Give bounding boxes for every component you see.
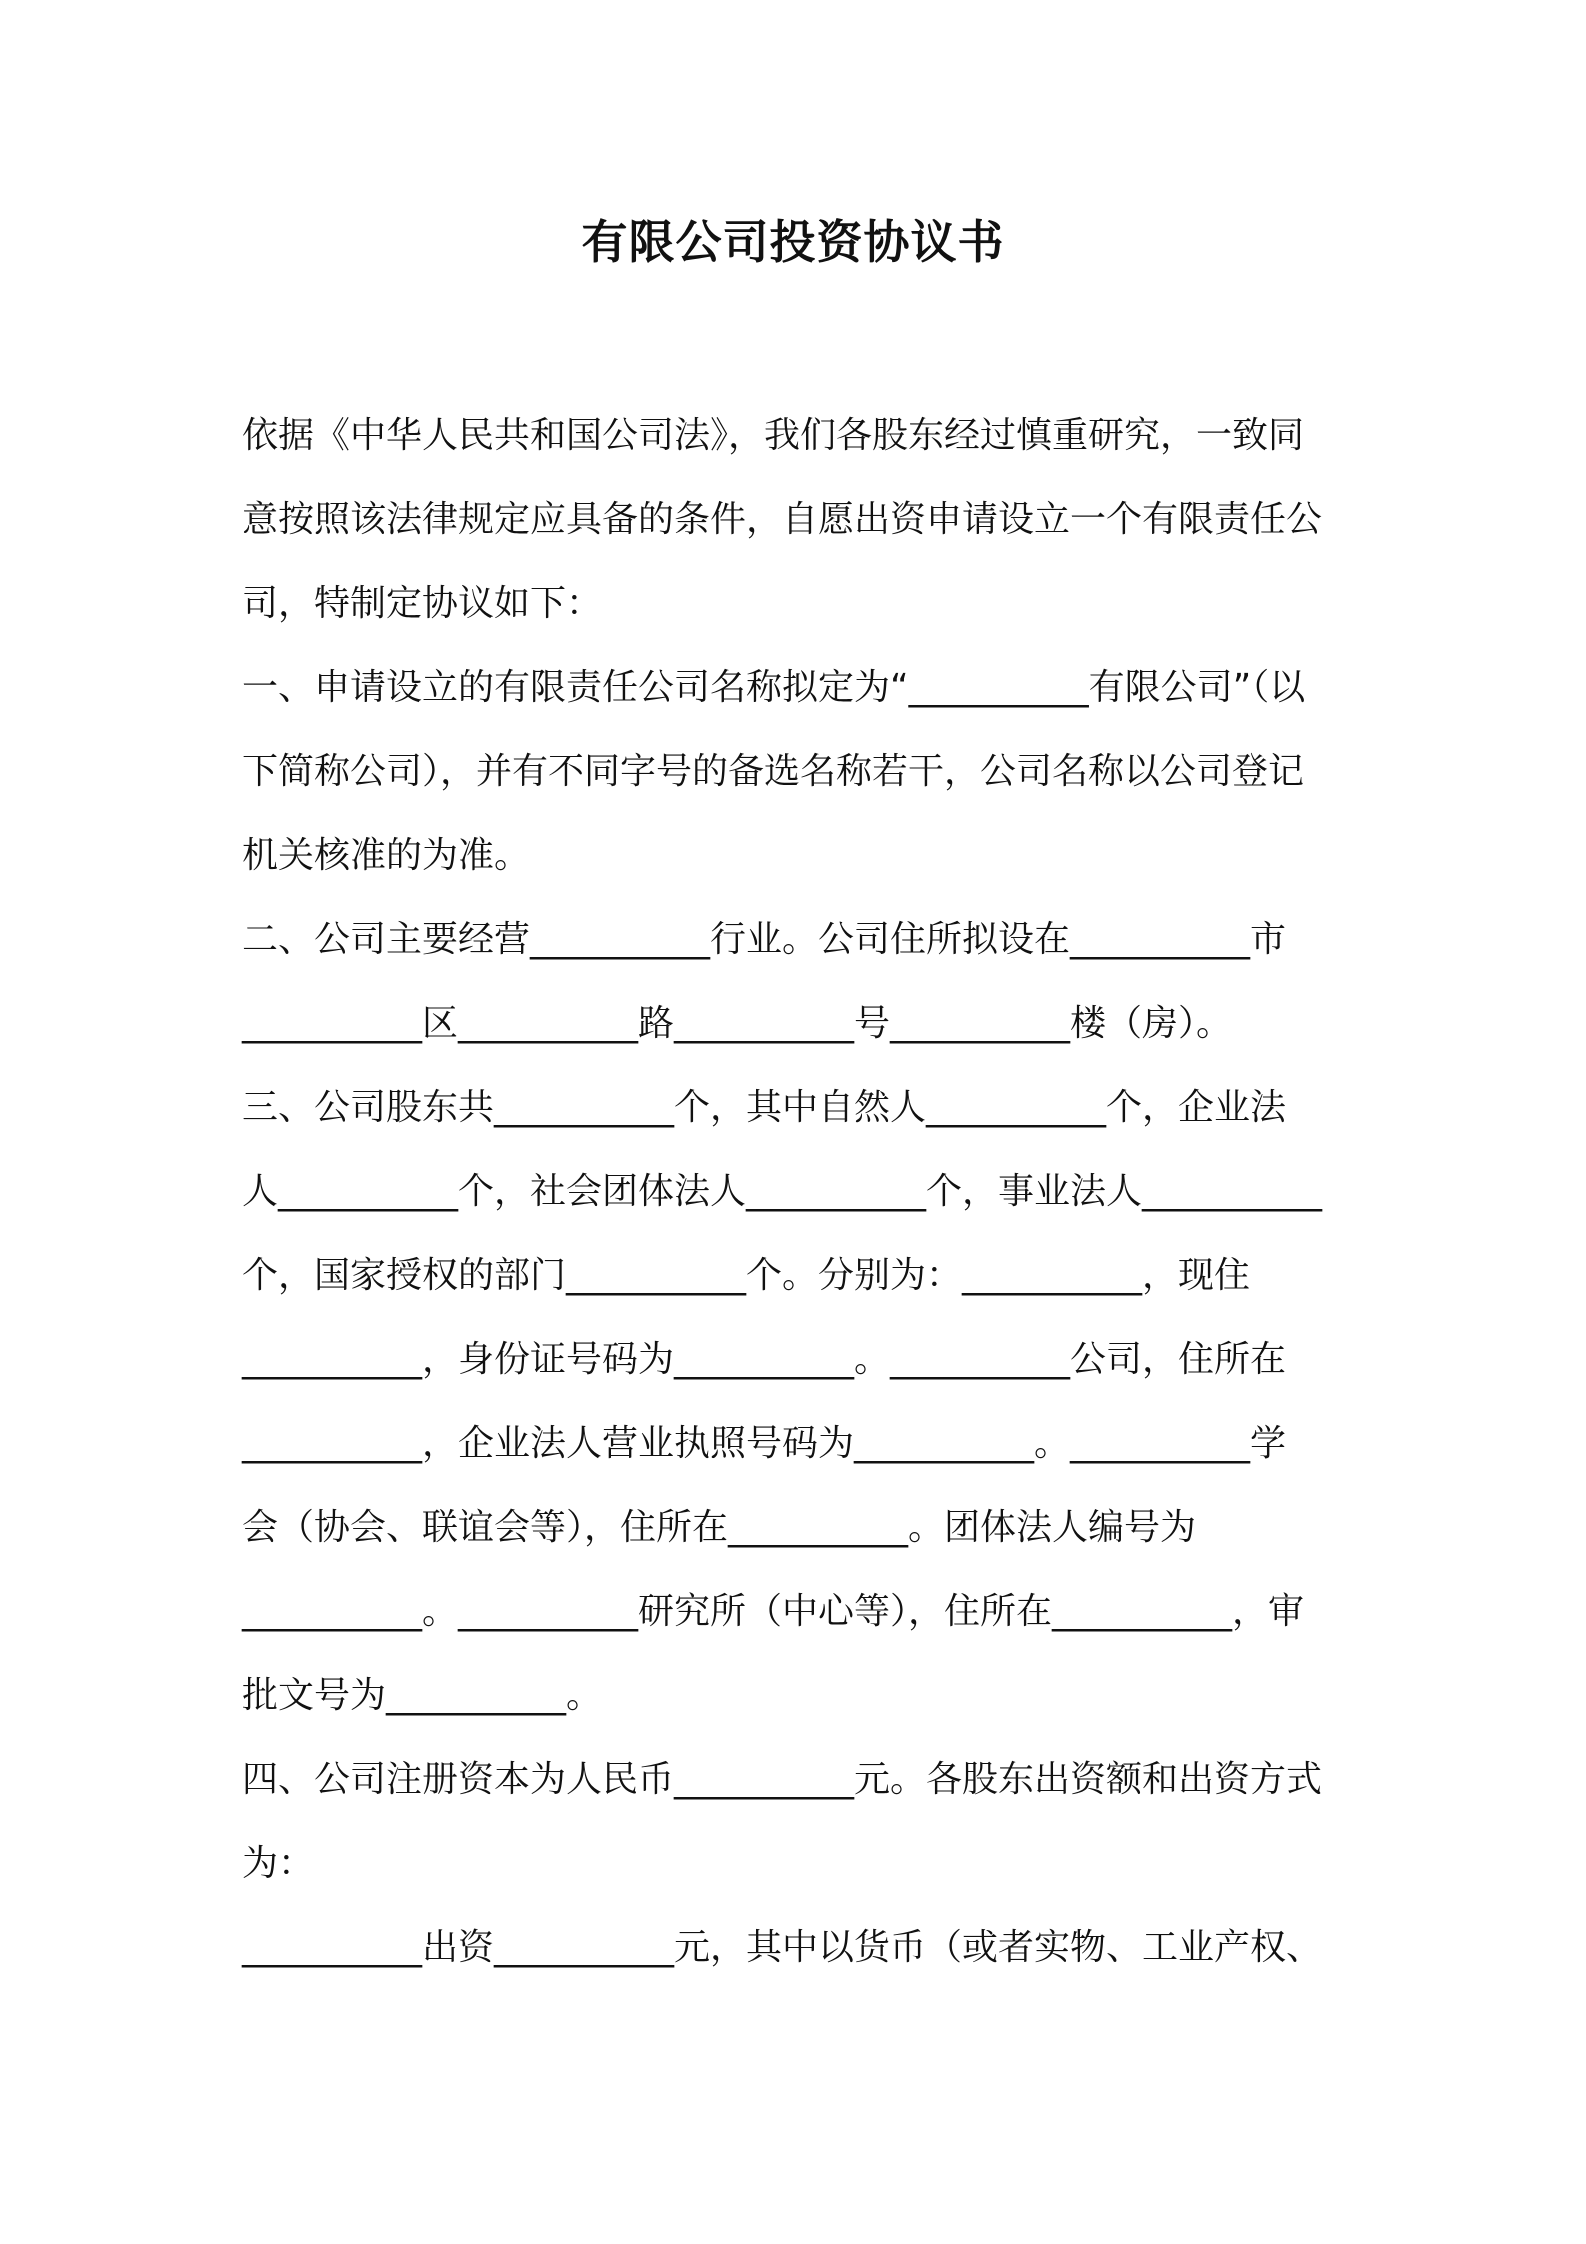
paragraph-line-16: 批文号为__________。 [242, 1675, 603, 1716]
paragraph-line-7: 二、公司主要经营__________行业。公司住所拟设在__________市 [242, 919, 1287, 960]
paragraph-line-15: __________。__________研究所（中心等），住所在__________，审 [242, 1591, 1305, 1632]
paragraph-line-4: 一、申请设立的有限责任公司名称拟定为“__________有限公司”（以 [242, 667, 1306, 708]
paragraph-line-19: __________出资__________元，其中以货币（或者实物、工业产权、 [242, 1927, 1323, 1968]
paragraph-line-3: 司，特制定协议如下： [242, 583, 603, 624]
document-title: 有限公司投资协议书 [581, 215, 1005, 269]
paragraph-line-10: 人__________个，社会团体法人__________个，事业法人__________ [242, 1171, 1323, 1212]
paragraph-line-17: 四、公司注册资本为人民币__________元。各股东出资额和出资方式 [242, 1759, 1323, 1800]
paragraph-line-12: __________，身份证号码为__________。__________公司，住所在 [242, 1339, 1287, 1380]
paragraph-line-5: 下简称公司），并有不同字号的备选名称若干，公司名称以公司登记 [242, 751, 1305, 792]
paragraph-line-8: __________区__________路__________号__________楼（房）。 [242, 1003, 1233, 1044]
paragraph-line-14: 会（协会、联谊会等），住所在__________。团体法人编号为 [242, 1507, 1197, 1548]
paragraph-line-6: 机关核准的为准。 [242, 835, 531, 876]
paragraph-line-13: __________，企业法人营业执照号码为__________。__________学 [242, 1423, 1287, 1464]
paragraph-line-2: 意按照该法律规定应具备的条件，自愿出资申请设立一个有限责任公 [242, 499, 1323, 540]
paragraph-line-1: 依据《中华人民共和国公司法》，我们各股东经过慎重研究，一致同 [242, 415, 1305, 456]
paragraph-line-18: 为： [242, 1843, 315, 1884]
paragraph-line-11: 个，国家授权的部门__________个。分别为：__________，现住 [242, 1255, 1251, 1296]
paragraph-line-9: 三、公司股东共__________个，其中自然人__________个，企业法 [242, 1087, 1287, 1128]
